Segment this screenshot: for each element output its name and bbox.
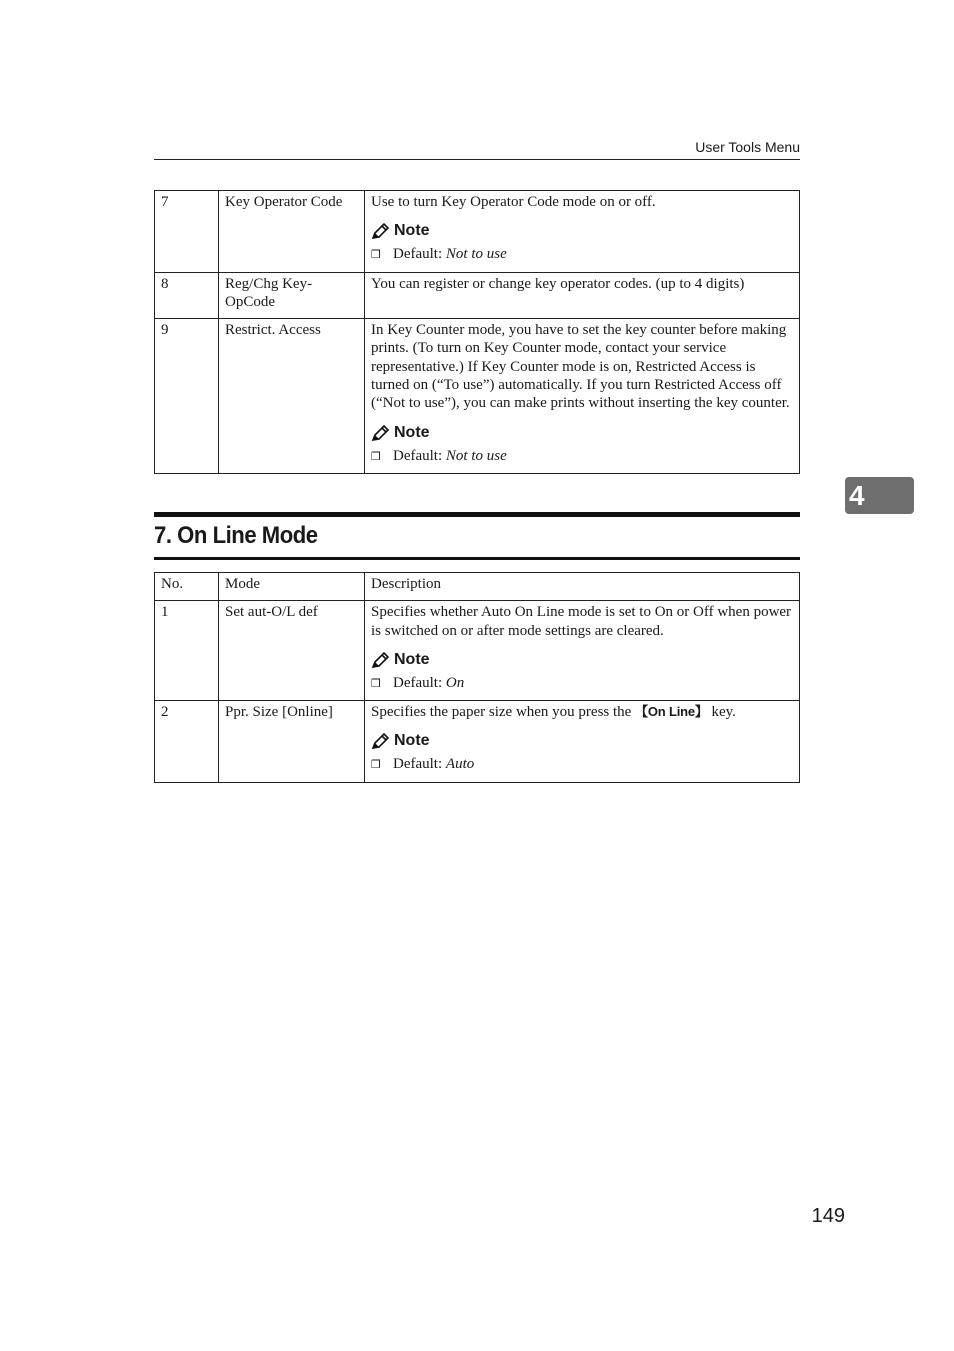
- description-cell: [365, 319, 800, 474]
- default-label: Default:: [393, 674, 443, 691]
- description-text: You can register or change key operator codes. (up to 4 digits): [371, 275, 745, 292]
- note-heading: [371, 221, 793, 241]
- page-number: 149: [811, 1205, 845, 1227]
- description-cell: [365, 191, 800, 273]
- section-rule-bottom: [154, 557, 800, 560]
- default-label: Default:: [393, 246, 443, 263]
- note-label: Note: [394, 222, 430, 240]
- mode-name: Key Operator Code: [219, 191, 365, 273]
- description-cell: [365, 272, 800, 319]
- description-text: [371, 703, 793, 721]
- table-header-row: [155, 573, 800, 601]
- note-item: [371, 447, 793, 466]
- running-header: [154, 137, 800, 160]
- default-value: Not to use: [445, 447, 507, 464]
- checkbox-icon: ❒: [371, 758, 381, 772]
- pencil-icon: [371, 222, 390, 240]
- mode-name: Restrict. Access: [219, 319, 365, 474]
- pencil-icon: [371, 651, 390, 669]
- description-cell: [365, 701, 800, 783]
- note-label: Note: [394, 650, 430, 668]
- on-line-key-label: 【On Line】: [635, 704, 708, 720]
- chapter-number: 4: [849, 480, 865, 511]
- checkbox-icon: ❒: [371, 676, 381, 690]
- header-no: No.: [155, 573, 219, 601]
- description-text-after: key.: [711, 704, 736, 721]
- note-label: Note: [394, 423, 430, 441]
- note-label: Note: [394, 732, 430, 750]
- mode-name: Ppr. Size [Online]: [219, 701, 365, 783]
- row-number: 2: [155, 701, 219, 783]
- settings-table-continued: [154, 190, 800, 474]
- on-line-mode-table: [154, 572, 800, 783]
- note-item: [371, 755, 793, 774]
- table-row: [155, 191, 800, 273]
- running-header-title: User Tools Menu: [695, 139, 800, 155]
- header-mode: Mode: [219, 573, 365, 601]
- description-text-before: Specifies the paper size when you press the: [371, 704, 632, 721]
- default-value: On: [445, 674, 465, 691]
- table-row: [155, 272, 800, 319]
- row-number: 9: [155, 319, 219, 474]
- pencil-icon: [371, 732, 390, 750]
- note-heading: [371, 731, 793, 751]
- note-item: [371, 674, 793, 693]
- note-item: [371, 245, 793, 264]
- table-row: [155, 601, 800, 701]
- default-label: Default:: [393, 447, 443, 464]
- description-text: In Key Counter mode, you have to set the key counter before making prints. (To turn on Key Counter mode, contact your service representative.) If Key Counter mode is on, Restricted Access is turned on (“To use”) automatically. If you turn Restricted Access off (“Not to use”), you can make prints without inserting the key counter.: [371, 322, 790, 412]
- note-heading: [371, 423, 793, 443]
- default-value: Not to use: [445, 246, 507, 263]
- default-value: Auto: [445, 756, 475, 773]
- section-rule-top: [154, 512, 800, 517]
- description-text: Specifies whether Auto On Line mode is set to On or Off when power is switched on or after mode settings are cleared.: [371, 604, 792, 639]
- pencil-icon: [371, 424, 390, 442]
- description-cell: [365, 601, 800, 701]
- table-row: [155, 701, 800, 783]
- header-description: Description: [365, 573, 800, 601]
- checkbox-icon: ❒: [371, 248, 381, 262]
- default-label: Default:: [393, 756, 443, 773]
- checkbox-icon: ❒: [371, 449, 381, 463]
- table-row: [155, 319, 800, 474]
- row-number: 7: [155, 191, 219, 273]
- row-number: 8: [155, 272, 219, 319]
- mode-name: Reg/Chg Key-OpCode: [219, 272, 365, 319]
- description-text: Use to turn Key Operator Code mode on or off.: [371, 194, 656, 210]
- section-title: 7. On Line Mode: [154, 522, 318, 549]
- row-number: 1: [155, 601, 219, 701]
- mode-name: Set aut-O/L def: [219, 601, 365, 701]
- note-heading: [371, 650, 793, 670]
- chapter-tab: [845, 477, 914, 514]
